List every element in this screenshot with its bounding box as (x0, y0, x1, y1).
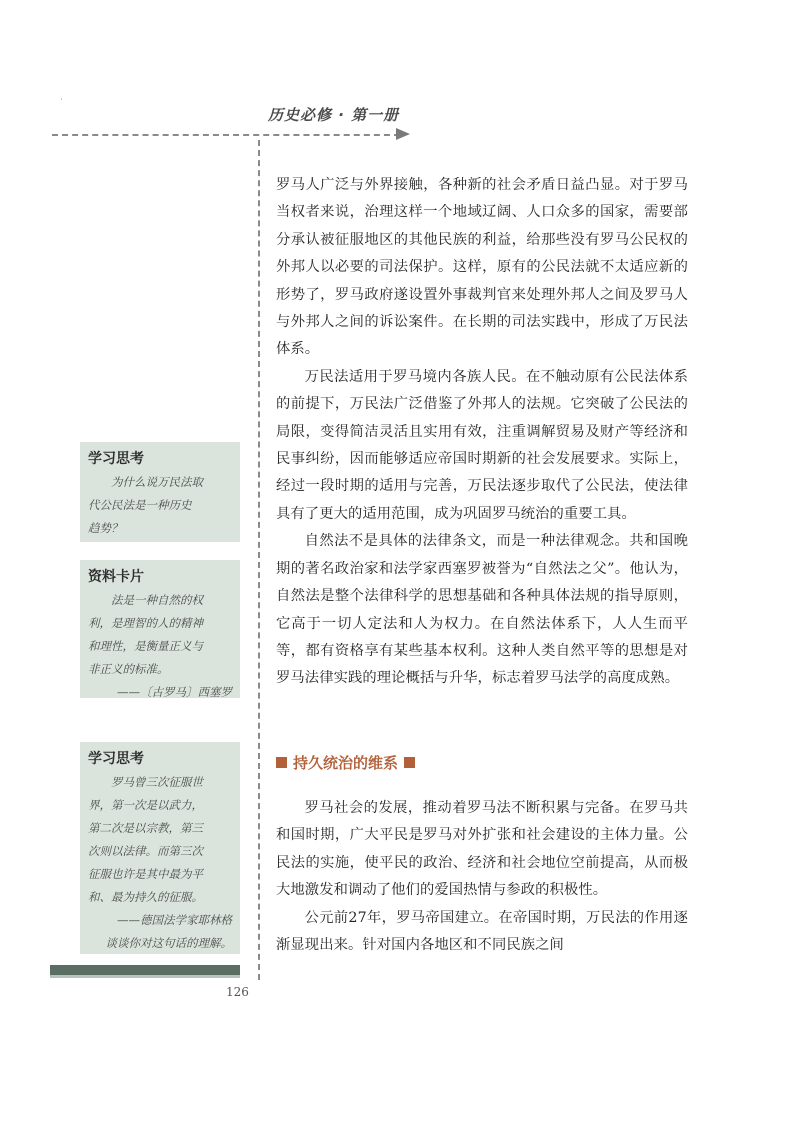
sidebar-box-title: 资料卡片 (88, 569, 144, 585)
body-paragraph: 罗马人广泛与外界接触，各种新的社会矛盾日益凸显。对于罗马当权者来说，治理这样一个地域辽阔、人口众多的国家，需要部分承认被征服地区的其他民族的利益，给那些没有罗马公民权的外邦人以必要的司法保护。这样，原有的公民法就不太适应新的形势了，罗马政府遂设置外事裁判官来处理外邦人之间及罗马人与外邦人之间的诉讼案件。在长期的司法实践中，形成了万民法体系。 (276, 177, 688, 358)
sidebar-line: 为什么说万民法取 (111, 475, 203, 489)
corner-mark: · (60, 95, 63, 105)
header-arrow-icon (396, 128, 410, 140)
sidebar-attribution: ——〔古罗马〕西塞罗 (117, 685, 232, 699)
sidebar-line: 和理性，是衡量正义与 (88, 639, 203, 653)
header-dashed-rule (52, 134, 400, 136)
sidebar-question: 谈谈你对这句话的理解。 (105, 936, 232, 950)
sidebar-line: 征服也许是其中最为平 (88, 867, 203, 881)
sidebar-line: 第二次是以宗教，第三 (88, 821, 203, 835)
sidebar-line: 利，是理智的人的精神 (88, 616, 203, 630)
body-paragraph: 自然法不是具体的法律条文，而是一种法律观念。共和国晚期的著名政治家和法学家西塞罗被誉为“自然法之父”。他认为，自然法是整个法律科学的思想基础和各种具体法规的指导原则，它高于一切人定法和人为权力。在自然法体系下，人人生而平等，都有资格享有某些基本权利。这种人类自然平等的思想是对罗马法律实践的理论概括与升华，标志着罗马法学的高度成熟。 (276, 533, 688, 687)
main-text-block-1 (276, 172, 688, 693)
body-paragraph: 罗马社会的发展，推动着罗马法不断积累与完备。在罗马共和国时期，广大平民是罗马对外扩张和社会建设的主体力量。公民法的实施，使平民的政治、经济和社会地位空前提高，从而极大地激发和调动了他们的爱国热情与参政的积极性。 (276, 800, 688, 899)
body-paragraph: 万民法适用于罗马境内各族人民。在不触动原有公民法体系的前提下，万民法广泛借鉴了外邦人的法规。它突破了公民法的局限，变得简洁灵活且实用有效，注重调解贸易及财产等经济和民事纠纷，因而能够适应帝国时期新的社会发展要求。实际上，经过一段时期的适用与完善，万民法逐步取代了公民法，使法律具有了更大的适用范围，成为巩固罗马统治的重要工具。 (276, 368, 688, 522)
section-heading-text: 持久统治的维系 (293, 754, 399, 772)
square-bullet-icon (276, 757, 287, 768)
sidebar-box-body (88, 471, 232, 540)
sidebar-line: 代公民法是一种历史 (88, 498, 192, 512)
sidebar-info-card (80, 560, 240, 698)
sidebar-study-box-1 (80, 442, 240, 542)
footer-bar-shadow (50, 975, 240, 978)
sidebar-attribution: ——德国法学家耶林格 (117, 913, 232, 927)
sidebar-box-title: 学习思考 (88, 451, 144, 467)
sidebar-line: 界，第一次是以武力， (88, 798, 203, 812)
sidebar-box-title: 学习思考 (88, 751, 144, 767)
square-bullet-icon (404, 757, 415, 768)
sidebar-box-body (88, 589, 232, 704)
body-paragraph: 公元前27年，罗马帝国建立。在帝国时期，万民法的作用逐渐显现出来。针对国内各地区和不同民族之间 (276, 909, 688, 954)
sidebar-study-box-2 (80, 742, 240, 954)
sidebar-line: 趋势？ (88, 521, 123, 535)
book-header-title: 历史必修 · 第一册 (268, 106, 400, 124)
sidebar-line: 次则以法律。而第三次 (88, 844, 203, 858)
main-text-block-2 (276, 795, 688, 959)
sidebar-box-body (88, 771, 232, 955)
sidebar-line: 非正义的标准。 (88, 662, 169, 676)
column-divider (258, 140, 260, 980)
footer-bar (50, 965, 240, 975)
sidebar-line: 法是一种自然的权 (111, 593, 203, 607)
sidebar-line: 和、最为持久的征服。 (88, 890, 203, 904)
sidebar-line: 罗马曾三次征服世 (111, 775, 203, 789)
page-number: 126 (226, 985, 249, 999)
section-heading (276, 752, 415, 773)
